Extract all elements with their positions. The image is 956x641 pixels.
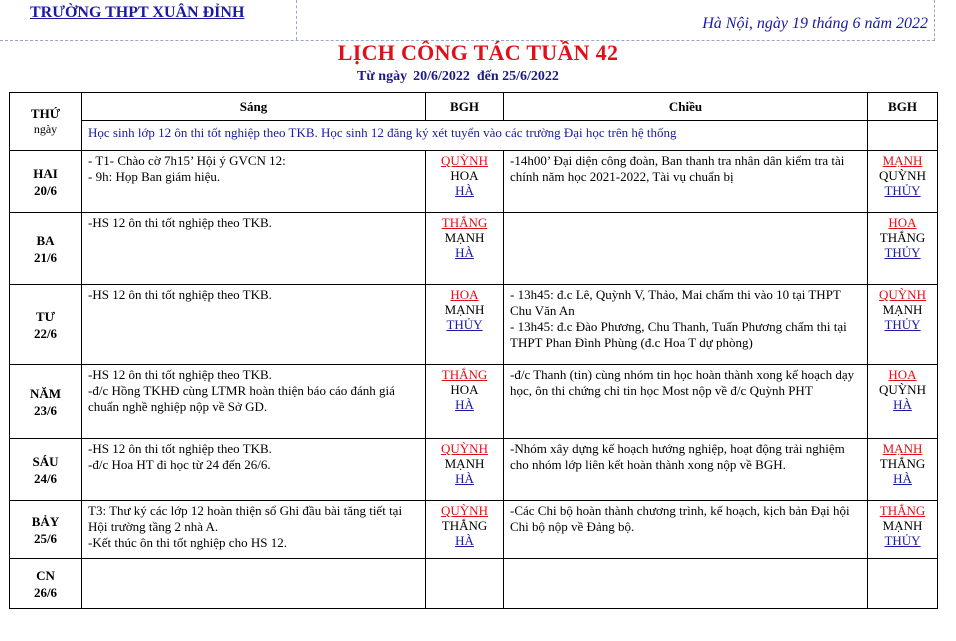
bgh-member: THỦY (884, 183, 921, 198)
table-row (10, 365, 938, 439)
morning-cell (82, 151, 426, 213)
table-row (10, 559, 938, 609)
notice-text: Học sinh lớp 12 ôn thi tốt nghiệp theo TKB. Học sinh 12 đăng ký xét tuyển vào các trường Đại học trên hệ thống (82, 121, 868, 151)
bgh-member: THỦY (884, 317, 921, 332)
bgh-member: QUỲNH (441, 441, 488, 456)
afternoon-cell (504, 439, 868, 501)
day-date: 26/6 (33, 584, 58, 600)
afternoon-cell-line: -đ/c Thanh (tin) cùng nhóm tin học hoàn thành xong kế hoạch dạy học, ôn thi chứng chỉ tin học Most nộp về đ/c Quỳnh PHT (510, 367, 855, 398)
afternoon-cell (504, 559, 868, 609)
bgh-member: MẠNH (882, 302, 923, 317)
day-name: BẢY (31, 513, 60, 529)
morning-cell-line: -đ/c Hồng TKHĐ cùng LTMR hoàn thiện báo cáo đánh giá chuẩn nghề nghiệp nộp về Sở GD. (88, 383, 395, 414)
day-date: 22/6 (33, 325, 58, 341)
bgh-member: QUỲNH (441, 503, 488, 518)
morning-cell (82, 439, 426, 501)
day-cell (10, 151, 82, 213)
bgh-member: HÀ (455, 471, 474, 486)
bgh-afternoon-cell (868, 285, 938, 365)
day-cell (10, 439, 82, 501)
bgh-member: MẠNH (882, 153, 923, 168)
morning-cell (82, 501, 426, 559)
day-name: SÁU (32, 453, 59, 469)
bgh-member: MẠNH (444, 230, 485, 245)
bgh-member: HOA (450, 287, 479, 302)
table-row (10, 151, 938, 213)
school-name: TRƯỜNG THPT XUÂN ĐỈNH (30, 4, 245, 21)
bgh-member: HÀ (893, 397, 912, 412)
morning-cell-line: T3: Thư ký các lớp 12 hoàn thiện sổ Ghi đầu bài tăng tiết tại Hội trường tầng 2 nhà A. (88, 503, 403, 534)
bgh-member: MẠNH (444, 456, 485, 471)
morning-cell (82, 559, 426, 609)
day-name: TƯ (35, 308, 56, 324)
morning-cell (82, 213, 426, 285)
morning-cell-line: -HS 12 ôn thi tốt nghiệp theo TKB. (88, 215, 272, 230)
column-header-day: THỨ ngày (10, 93, 82, 151)
bgh-member: QUỲNH (879, 382, 926, 397)
morning-cell-line: - T1- Chào cờ 7h15’ Hội ý GVCN 12: (88, 153, 286, 168)
morning-cell-line: -HS 12 ôn thi tốt nghiệp theo TKB. (88, 287, 272, 302)
afternoon-cell (504, 365, 868, 439)
day-cell (10, 365, 82, 439)
afternoon-cell (504, 151, 868, 213)
bgh-morning-cell (426, 213, 504, 285)
bgh-member: HOA (450, 168, 479, 183)
column-header-bgh-afternoon: BGH (868, 93, 938, 121)
day-date: 20/6 (33, 182, 58, 198)
day-cell (10, 285, 82, 365)
day-cell (10, 213, 82, 285)
date-range-label: Từ ngày (357, 69, 408, 84)
afternoon-cell-line: -Các Chi bộ hoàn thành chương trình, kế hoạch, kịch bản Đại hội Chi bộ nộp về Đảng bộ. (510, 503, 850, 534)
date-range-value: 20/6/2022 đến 25/6/2022 (413, 69, 559, 84)
table-header-row (10, 93, 938, 121)
afternoon-cell (504, 213, 868, 285)
afternoon-cell-line: - 13h45: đ.c Lê, Quỳnh V, Thảo, Mai chấm thi vào 10 tại THPT Chu Văn An (510, 287, 841, 318)
bgh-member: QUỲNH (879, 287, 926, 302)
bgh-morning-cell (426, 285, 504, 365)
day-name: CN (36, 567, 55, 583)
bgh-morning-cell (426, 501, 504, 559)
bgh-member: THỦY (884, 245, 921, 260)
day-name: NĂM (29, 385, 62, 401)
bgh-morning-cell (426, 559, 504, 609)
bgh-member: QUỲNH (879, 168, 926, 183)
morning-cell-line: -Kết thúc ôn thi tốt nghiệp cho HS 12. (88, 535, 287, 550)
bgh-member: HOA (888, 367, 917, 382)
morning-cell-line: -HS 12 ôn thi tốt nghiệp theo TKB. (88, 367, 272, 382)
bgh-member: THẮNG (441, 367, 488, 382)
bgh-member: THỦY (884, 533, 921, 548)
day-date: 23/6 (33, 402, 58, 418)
bgh-afternoon-cell (868, 213, 938, 285)
table-row (10, 439, 938, 501)
date-line: Hà Nội, ngày 19 tháng 6 năm 2022 (702, 15, 928, 32)
bgh-morning-cell (426, 365, 504, 439)
day-name: BA (36, 232, 55, 248)
column-header-bgh-morning: BGH (426, 93, 504, 121)
date-range (0, 69, 916, 85)
day-date: 21/6 (33, 249, 58, 265)
bgh-member: HOA (450, 382, 479, 397)
bgh-afternoon-cell (868, 501, 938, 559)
bgh-member: THẮNG (879, 456, 926, 471)
bgh-afternoon-cell (868, 151, 938, 213)
bgh-morning-cell (426, 439, 504, 501)
bgh-member: MẠNH (882, 518, 923, 533)
bgh-member: QUỲNH (441, 153, 488, 168)
afternoon-cell-line: -14h00’ Đại diện công đoàn, Ban thanh tra nhân dân kiểm tra tài chính năm học 2021-2022, Tài vụ chuẩn bị (510, 153, 845, 184)
afternoon-cell (504, 501, 868, 559)
morning-cell-line: -đ/c Hoa HT đi học từ 24 đến 26/6. (88, 457, 271, 472)
morning-cell-line: -HS 12 ôn thi tốt nghiệp theo TKB. (88, 441, 272, 456)
bgh-member: HÀ (455, 183, 474, 198)
bgh-afternoon-cell (868, 365, 938, 439)
bgh-morning-cell (426, 151, 504, 213)
morning-cell (82, 285, 426, 365)
bgh-member: HÀ (893, 471, 912, 486)
day-name: HAI (33, 165, 58, 181)
afternoon-cell-line: -Nhóm xây dựng kế hoạch hướng nghiệp, hoạt động trải nghiệm cho nhóm lớp liên kết hoàn thành xong nộp về BGH. (510, 441, 845, 472)
day-date: 25/6 (33, 530, 58, 546)
bgh-afternoon-cell (868, 439, 938, 501)
day-date: 24/6 (33, 470, 58, 486)
bgh-member: THẮNG (441, 518, 488, 533)
table-row (10, 501, 938, 559)
page-title: LỊCH CÔNG TÁC TUẦN 42 (337, 40, 619, 65)
header-divider (296, 0, 297, 40)
bgh-member: THẮNG (441, 215, 488, 230)
table-row (10, 213, 938, 285)
bgh-member: THẮNG (879, 230, 926, 245)
morning-cell (82, 365, 426, 439)
notice-row (10, 121, 938, 151)
day-cell (10, 559, 82, 609)
bgh-member: HÀ (455, 397, 474, 412)
bgh-member: THỦY (446, 317, 483, 332)
afternoon-cell (504, 285, 868, 365)
schedule-table (9, 92, 938, 609)
bgh-member: MẠNH (882, 441, 923, 456)
column-header-morning: Sáng (82, 93, 426, 121)
table-row (10, 285, 938, 365)
column-header-afternoon: Chiều (504, 93, 868, 121)
afternoon-cell-line: - 13h45: đ.c Đào Phương, Chu Thanh, Tuấn Phương chấm thi tại THPT Phan Đình Phùng (đ.c Hoa T dự phòng) (510, 319, 847, 350)
bgh-member: HÀ (455, 533, 474, 548)
morning-cell-line: - 9h: Họp Ban giám hiệu. (88, 169, 221, 184)
bgh-member: HÀ (455, 245, 474, 260)
bgh-member: THẮNG (879, 503, 926, 518)
bgh-member: MẠNH (444, 302, 485, 317)
bgh-afternoon-cell (868, 559, 938, 609)
bgh-member: HOA (888, 215, 917, 230)
day-cell (10, 501, 82, 559)
